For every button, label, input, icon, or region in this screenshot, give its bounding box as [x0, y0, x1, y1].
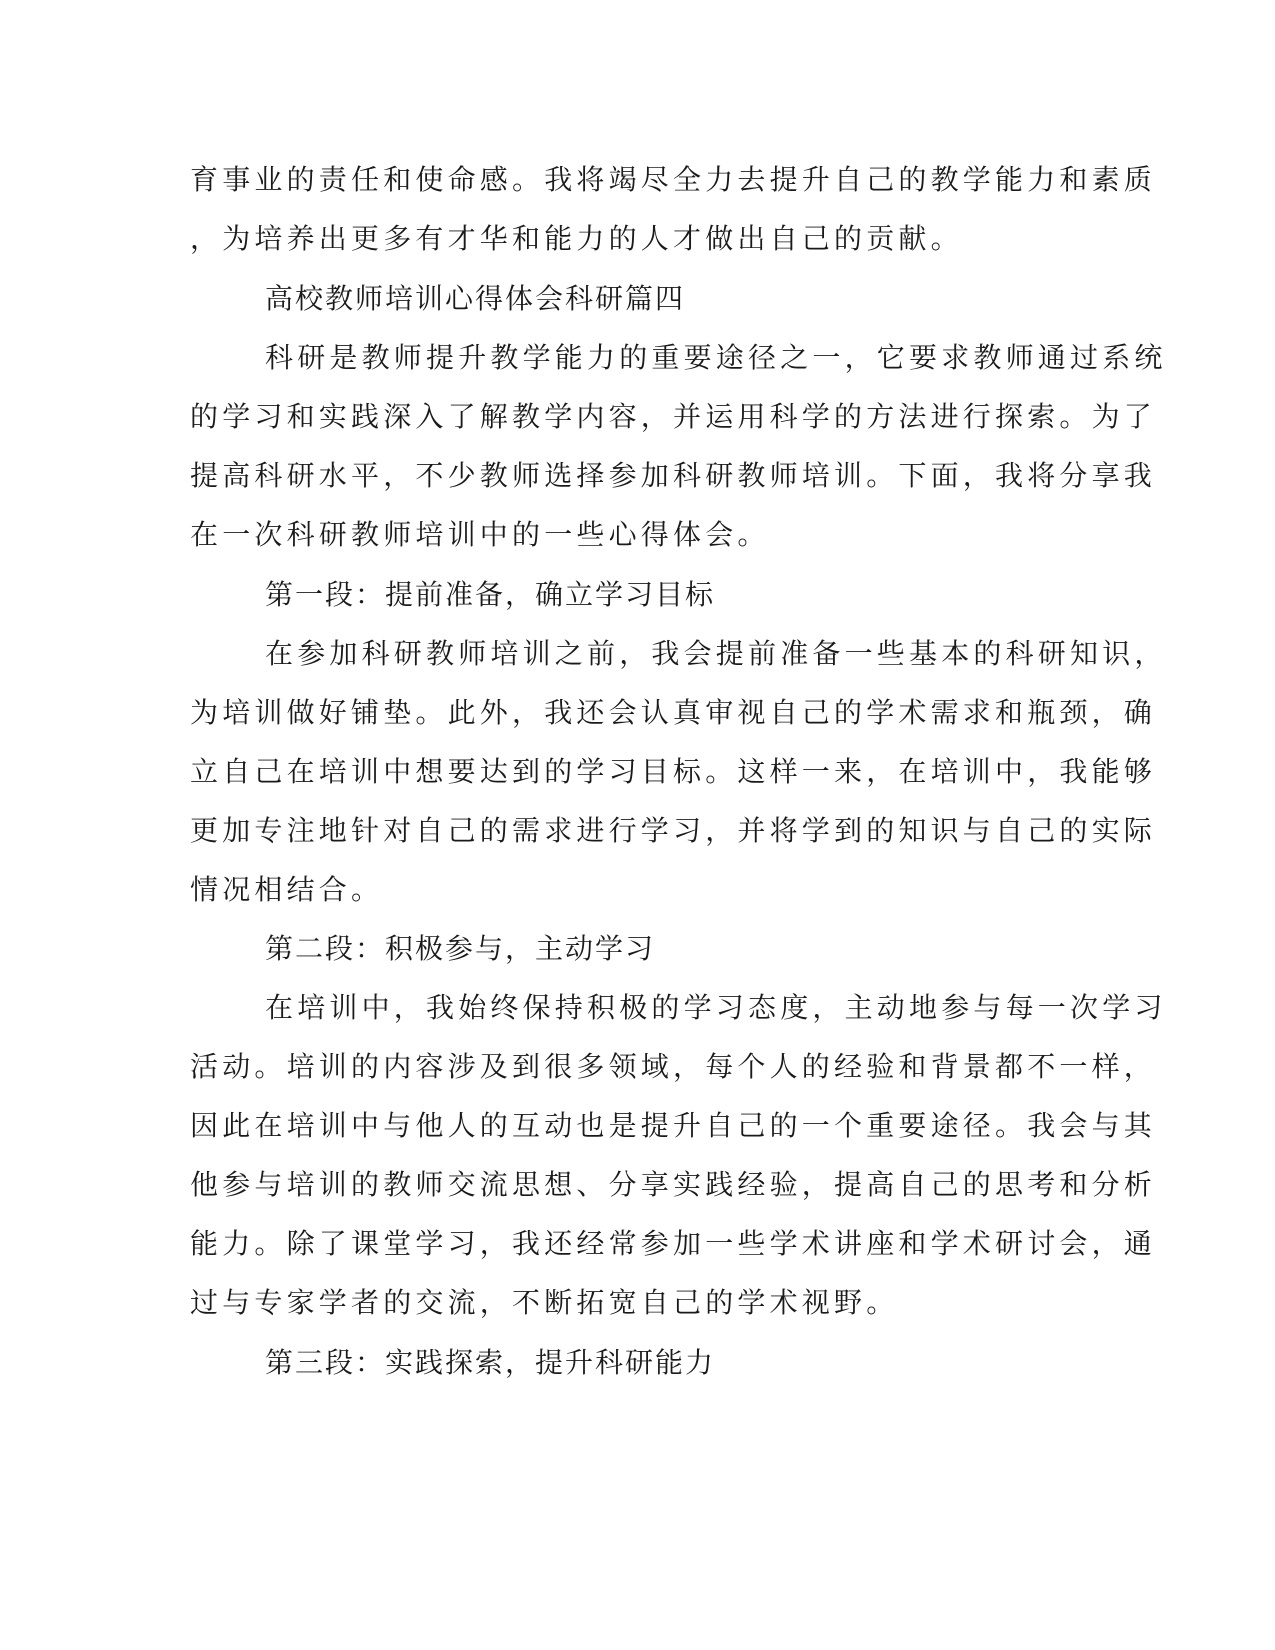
text-line: 立自己在培训中想要达到的学习目标。这样一来，在培训中，我能够	[190, 755, 1157, 788]
text-line: 在培训中，我始终保持积极的学习态度，主动地参与每一次学习	[265, 991, 1167, 1024]
text-line: 的学习和实践深入了解教学内容，并运用科学的方法进行探索。为了	[190, 400, 1157, 433]
text-line: 过与专家学者的交流，不断拓宽自己的学术视野。	[190, 1286, 899, 1319]
text-line: 提高科研水平，不少教师选择参加科研教师培训。下面，我将分享我	[190, 459, 1157, 492]
text-line: 在一次科研教师培训中的一些心得体会。	[190, 518, 770, 551]
paragraph-heading: 第一段：提前准备，确立学习目标	[265, 578, 716, 611]
section-title: 高校教师培训心得体会科研篇四	[265, 282, 686, 315]
text-line: 因此在培训中与他人的互动也是提升自己的一个重要途径。我会与其	[190, 1109, 1157, 1142]
text-line: 活动。培训的内容涉及到很多领域，每个人的经验和背景都不一样，	[190, 1050, 1157, 1083]
paragraph-heading: 第二段：积极参与，主动学习	[265, 932, 656, 965]
text-line: 能力。除了课堂学习，我还经常参加一些学术讲座和学术研讨会，通	[190, 1227, 1157, 1260]
text-line: 情况相结合。	[190, 873, 384, 906]
text-line: 科研是教师提升教学能力的重要途径之一，它要求教师通过系统	[265, 341, 1167, 374]
text-line: 为培训做好铺垫。此外，我还会认真审视自己的学术需求和瓶颈，确	[190, 696, 1157, 729]
text-line: 育事业的责任和使命感。我将竭尽全力去提升自己的教学能力和素质	[190, 163, 1157, 196]
text-line: 在参加科研教师培训之前，我会提前准备一些基本的科研知识，	[265, 637, 1167, 670]
text-line: 更加专注地针对自己的需求进行学习，并将学到的知识与自己的实际	[190, 814, 1157, 847]
paragraph-heading: 第三段：实践探索，提升科研能力	[265, 1346, 716, 1379]
text-line: ，为培养出更多有才华和能力的人才做出自己的贡献。	[190, 222, 963, 255]
text-line: 他参与培训的教师交流思想、分享实践经验，提高自己的思考和分析	[190, 1168, 1157, 1201]
